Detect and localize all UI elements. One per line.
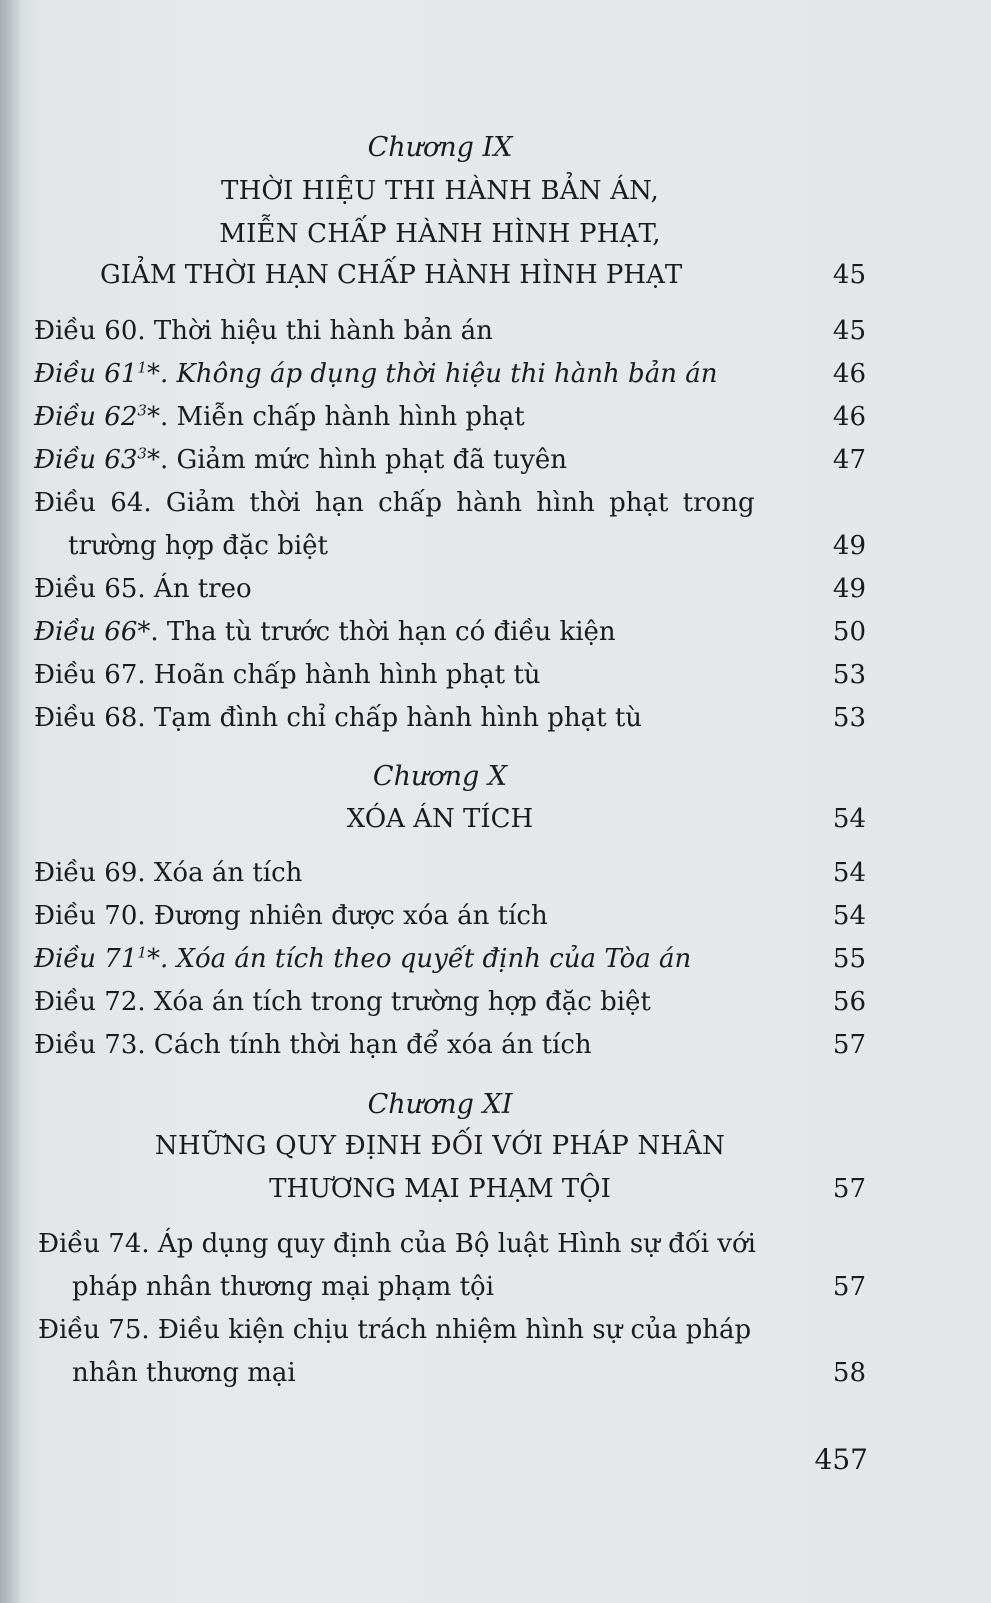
chapter-heading-row bbox=[0, 253, 991, 297]
chapter-title-line: MIỄN CHẤP HÀNH HÌNH PHẠT, bbox=[219, 219, 661, 249]
chapter-title-line: THỜI HIỆU THI HÀNH BẢN ÁN, bbox=[221, 176, 659, 206]
toc-entry[interactable] bbox=[0, 567, 991, 611]
article-title-continuation: nhân thương mại bbox=[72, 1358, 296, 1388]
toc-entry[interactable] bbox=[0, 937, 991, 981]
article-title: Áp dụng quy định của Bộ luật Hình sự đối với bbox=[157, 1229, 756, 1259]
toc-entry[interactable] bbox=[0, 851, 991, 895]
article-title: Xóa án tích bbox=[153, 858, 303, 888]
page-number: 45 bbox=[832, 316, 866, 346]
toc-entry[interactable] bbox=[0, 1222, 991, 1266]
page-number: 45 bbox=[832, 260, 866, 290]
chapter-title-line: XÓA ÁN TÍCH bbox=[346, 804, 534, 834]
article-number: Điều 72. bbox=[34, 987, 146, 1017]
page-number: 49 bbox=[832, 531, 866, 561]
article-title: Cách tính thời hạn để xóa án tích bbox=[153, 1030, 592, 1060]
toc-entry[interactable] bbox=[0, 894, 991, 938]
chapter-heading-row bbox=[0, 797, 991, 841]
article-number: Điều 61 bbox=[34, 359, 138, 389]
page-number: 56 bbox=[832, 987, 866, 1017]
article-title: Tha tù trước thời hạn có điều kiện bbox=[166, 617, 616, 647]
toc-entry[interactable] bbox=[0, 1023, 991, 1067]
page-number: 47 bbox=[832, 445, 866, 475]
article-number: Điều 67. bbox=[34, 660, 146, 690]
article-number: Điều 71 bbox=[34, 944, 138, 974]
folio-page-number: 457 bbox=[814, 1443, 868, 1476]
article-title: Đương nhiên được xóa án tích bbox=[153, 901, 548, 931]
article-number: Điều 60. bbox=[34, 316, 146, 346]
chapter-title-line: THƯƠNG MẠI PHẠM TỘI bbox=[269, 1174, 611, 1204]
chapter-heading-row bbox=[0, 1167, 991, 1211]
amendment-mark: *. bbox=[146, 445, 169, 475]
page-number: 55 bbox=[832, 944, 866, 974]
amendment-mark: *. bbox=[146, 944, 169, 974]
page-number: 49 bbox=[832, 574, 866, 604]
article-number: Điều 64. bbox=[34, 488, 152, 518]
article-title: Giảm mức hình phạt đã tuyên bbox=[176, 445, 568, 475]
footnote-mark: 1 bbox=[137, 358, 147, 377]
toc-entry[interactable] bbox=[0, 352, 991, 396]
article-number: Điều 63 bbox=[34, 445, 138, 475]
article-title: Không áp dụng thời hiệu thi hành bản án bbox=[176, 359, 718, 389]
toc-entry[interactable] bbox=[0, 980, 991, 1024]
toc-entry[interactable] bbox=[0, 696, 991, 740]
article-number: Điều 70. bbox=[34, 901, 146, 931]
toc-entry[interactable] bbox=[0, 395, 991, 439]
article-title: Án treo bbox=[153, 574, 252, 604]
toc-entry[interactable] bbox=[0, 438, 991, 482]
footnote-mark: 1 bbox=[137, 943, 147, 962]
article-number: Điều 74. bbox=[38, 1229, 150, 1259]
toc-entry[interactable] bbox=[0, 481, 991, 525]
page-number: 58 bbox=[832, 1358, 866, 1388]
article-number: Điều 75. bbox=[38, 1315, 150, 1345]
footnote-mark: 3 bbox=[137, 444, 147, 463]
chapter-label: Chương IX bbox=[367, 132, 513, 163]
article-title: Miễn chấp hành hình phạt bbox=[176, 402, 525, 432]
article-title: Xóa án tích trong trường hợp đặc biệt bbox=[153, 987, 651, 1017]
toc-entry[interactable] bbox=[0, 1308, 991, 1352]
article-title: Hoãn chấp hành hình phạt tù bbox=[153, 660, 541, 690]
toc-entry-continuation[interactable] bbox=[0, 1351, 991, 1395]
toc-entry[interactable] bbox=[0, 610, 991, 654]
article-number: Điều 73. bbox=[34, 1030, 146, 1060]
article-number: Điều 62 bbox=[34, 402, 138, 432]
article-number: Điều 66 bbox=[34, 617, 138, 647]
article-title-continuation: trường hợp đặc biệt bbox=[68, 531, 328, 561]
page-number: 46 bbox=[832, 359, 866, 389]
chapter-label: Chương X bbox=[372, 761, 508, 792]
amendment-mark: *. bbox=[146, 402, 169, 432]
footnote-mark: 3 bbox=[137, 401, 147, 420]
page-number: 54 bbox=[832, 901, 866, 931]
toc-entry-continuation[interactable] bbox=[0, 524, 991, 568]
toc-entry[interactable] bbox=[0, 653, 991, 697]
article-number: Điều 68. bbox=[34, 703, 146, 733]
page-number: 57 bbox=[832, 1174, 866, 1204]
page-number: 53 bbox=[832, 703, 866, 733]
chapter-label: Chương XI bbox=[367, 1089, 513, 1120]
article-title: Xóa án tích theo quyết định của Tòa án bbox=[176, 944, 692, 974]
page-number: 57 bbox=[832, 1272, 866, 1302]
article-number: Điều 69. bbox=[34, 858, 146, 888]
chapter-title-line: NHỮNG QUY ĐỊNH ĐỐI VỚI PHÁP NHÂN bbox=[154, 1131, 726, 1161]
chapter-title-line: GIẢM THỜI HẠN CHẤP HÀNH HÌNH PHẠT bbox=[100, 260, 683, 290]
article-title: Thời hiệu thi hành bản án bbox=[153, 316, 493, 346]
article-title: Giảm thời hạn chấp hành hình phạt trong bbox=[165, 488, 755, 518]
article-title-continuation: pháp nhân thương mại phạm tội bbox=[72, 1272, 495, 1302]
article-title: Tạm đình chỉ chấp hành hình phạt tù bbox=[153, 703, 643, 733]
page-number: 50 bbox=[832, 617, 866, 647]
page-number: 54 bbox=[832, 858, 866, 888]
page-number: 46 bbox=[832, 402, 866, 432]
article-title: Điều kiện chịu trách nhiệm hình sự của pháp bbox=[157, 1315, 752, 1345]
amendment-mark: *. bbox=[146, 359, 169, 389]
page-number: 57 bbox=[832, 1030, 866, 1060]
amendment-mark: *. bbox=[137, 617, 159, 647]
page-number: 54 bbox=[832, 804, 866, 834]
toc-entry[interactable] bbox=[0, 309, 991, 353]
page-number: 53 bbox=[832, 660, 866, 690]
toc-entry-continuation[interactable] bbox=[0, 1265, 991, 1309]
article-number: Điều 65. bbox=[34, 574, 146, 604]
